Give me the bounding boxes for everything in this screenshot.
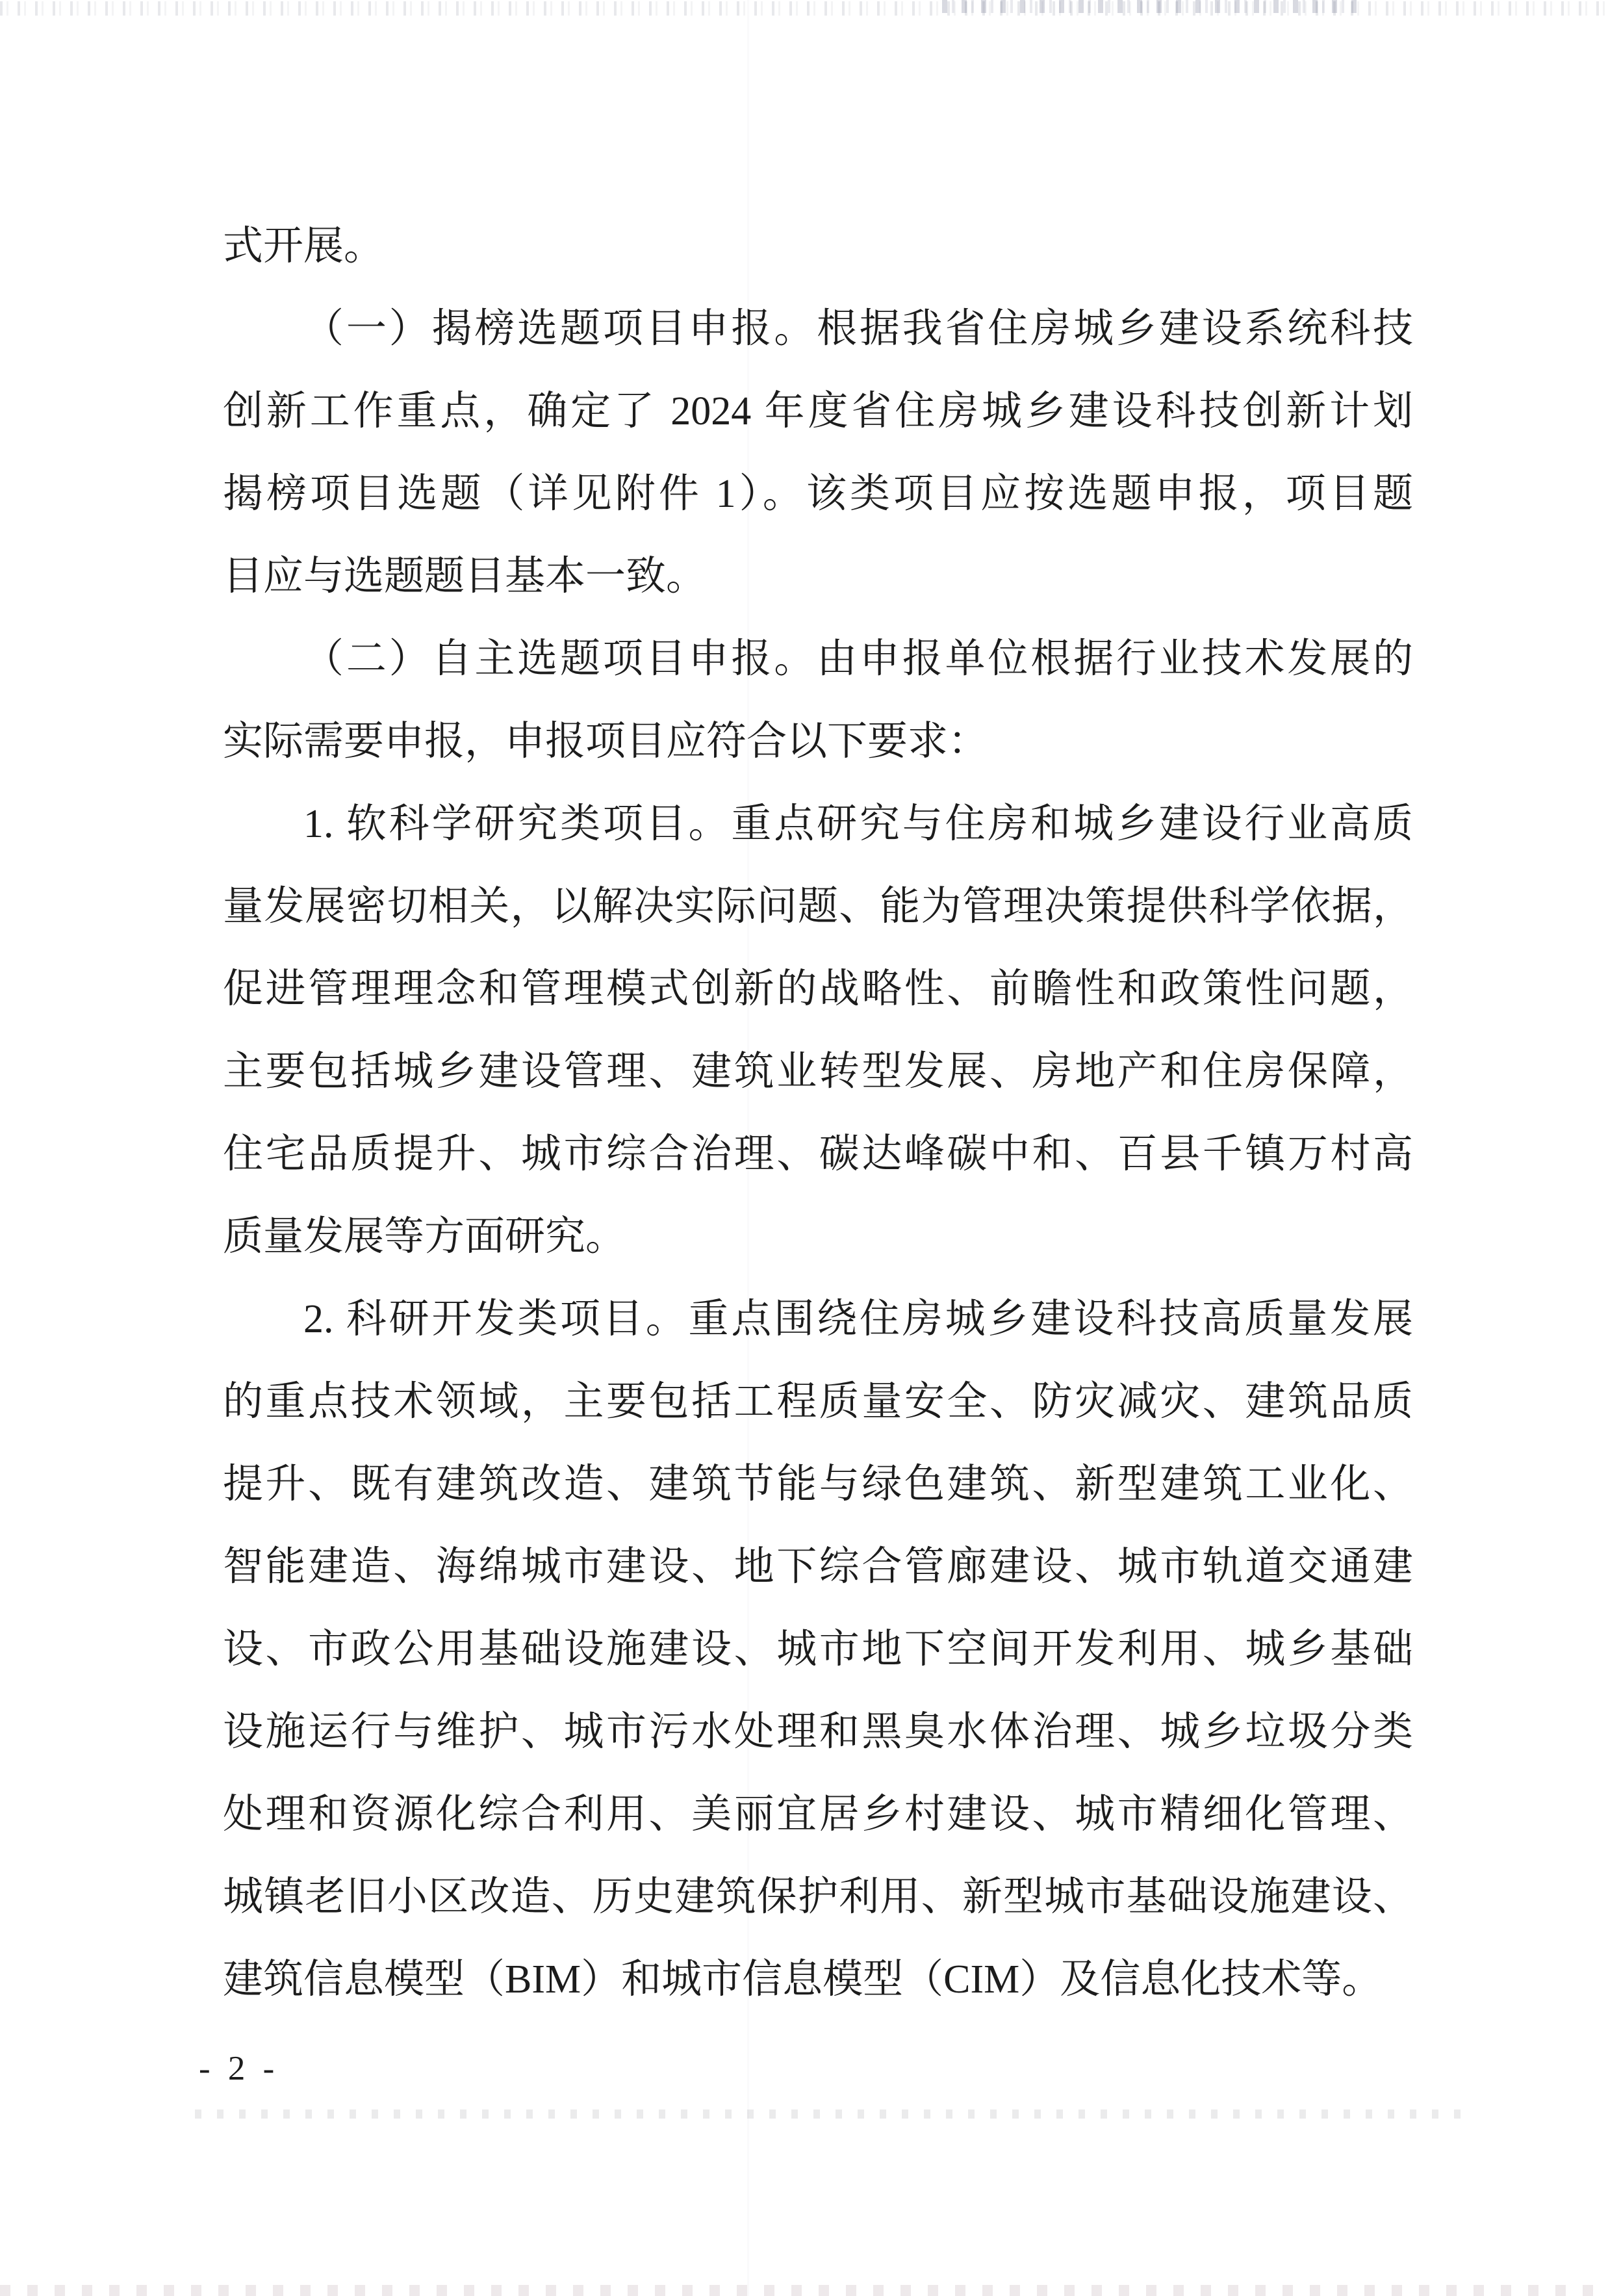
document-line: 设施运行与维护、城市污水处理和黑臭水体治理、城乡垃圾分类: [223, 1710, 1413, 1754]
document-line: 的重点技术领域，主要包括工程质量安全、防灾减灾、建筑品质: [223, 1380, 1413, 1424]
scan-noise-top: [0, 1, 1608, 16]
scan-noise-bottom: [0, 2285, 1608, 2296]
document-line: 处理和资源化综合利用、美丽宜居乡村建设、城市精细化管理、: [223, 1792, 1413, 1837]
document-line: 质量发展等方面研究。: [223, 1215, 626, 1259]
document-line: 促进管理理念和管理模式创新的战略性、前瞻性和政策性问题，: [223, 967, 1413, 1011]
document-line: 目应与选题题目基本一致。: [223, 554, 707, 599]
document-line: 2. 科研开发类项目。重点围绕住房城乡建设科技高质量发展: [303, 1297, 1413, 1341]
document-line: （一）揭榜选题项目申报。根据我省住房城乡建设系统科技: [303, 307, 1413, 351]
document-line: 建筑信息模型（BIM）和城市信息模型（CIM）及信息化技术等。: [223, 1957, 1383, 2002]
document-line: 智能建造、海绵城市建设、地下综合管廊建设、城市轨道交通建: [223, 1545, 1413, 1589]
document-line: 量发展密切相关，以解决实际问题、能为管理决策提供科学依据，: [223, 884, 1413, 929]
scan-noise-top-segment: [942, 0, 1358, 13]
document-line: 住宅品质提升、城市综合治理、碳达峰碳中和、百县千镇万村高: [223, 1132, 1413, 1176]
document-line: 1. 软科学研究类项目。重点研究与住房和城乡建设行业高质: [303, 802, 1413, 846]
document-line: 设、市政公用基础设施建设、城市地下空间开发利用、城乡基础: [223, 1627, 1413, 1671]
page-number: - 2 -: [199, 2050, 279, 2087]
document-line: 揭榜项目选题（详见附件 1）。该类项目应按选题申报，项目题: [223, 472, 1413, 516]
document-line: 式开展。: [223, 224, 385, 268]
scan-noise-mid: [195, 2109, 1462, 2119]
text-block: [223, 205, 1413, 2021]
document-line: 提升、既有建筑改造、建筑节能与绿色建筑、新型建筑工业化、: [223, 1462, 1413, 1506]
document-line: 城镇老旧小区改造、历史建筑保护利用、新型城市基础设施建设、: [223, 1875, 1413, 1919]
document-line: 主要包括城乡建设管理、建筑业转型发展、房地产和住房保障，: [223, 1050, 1413, 1094]
document-line: 实际需要申报，申报项目应符合以下要求：: [223, 719, 989, 764]
document-line: （二）自主选题项目申报。由申报单位根据行业技术发展的: [303, 637, 1413, 681]
document-line: 创新工作重点，确定了 2024 年度省住房城乡建设科技创新计划: [223, 389, 1413, 433]
